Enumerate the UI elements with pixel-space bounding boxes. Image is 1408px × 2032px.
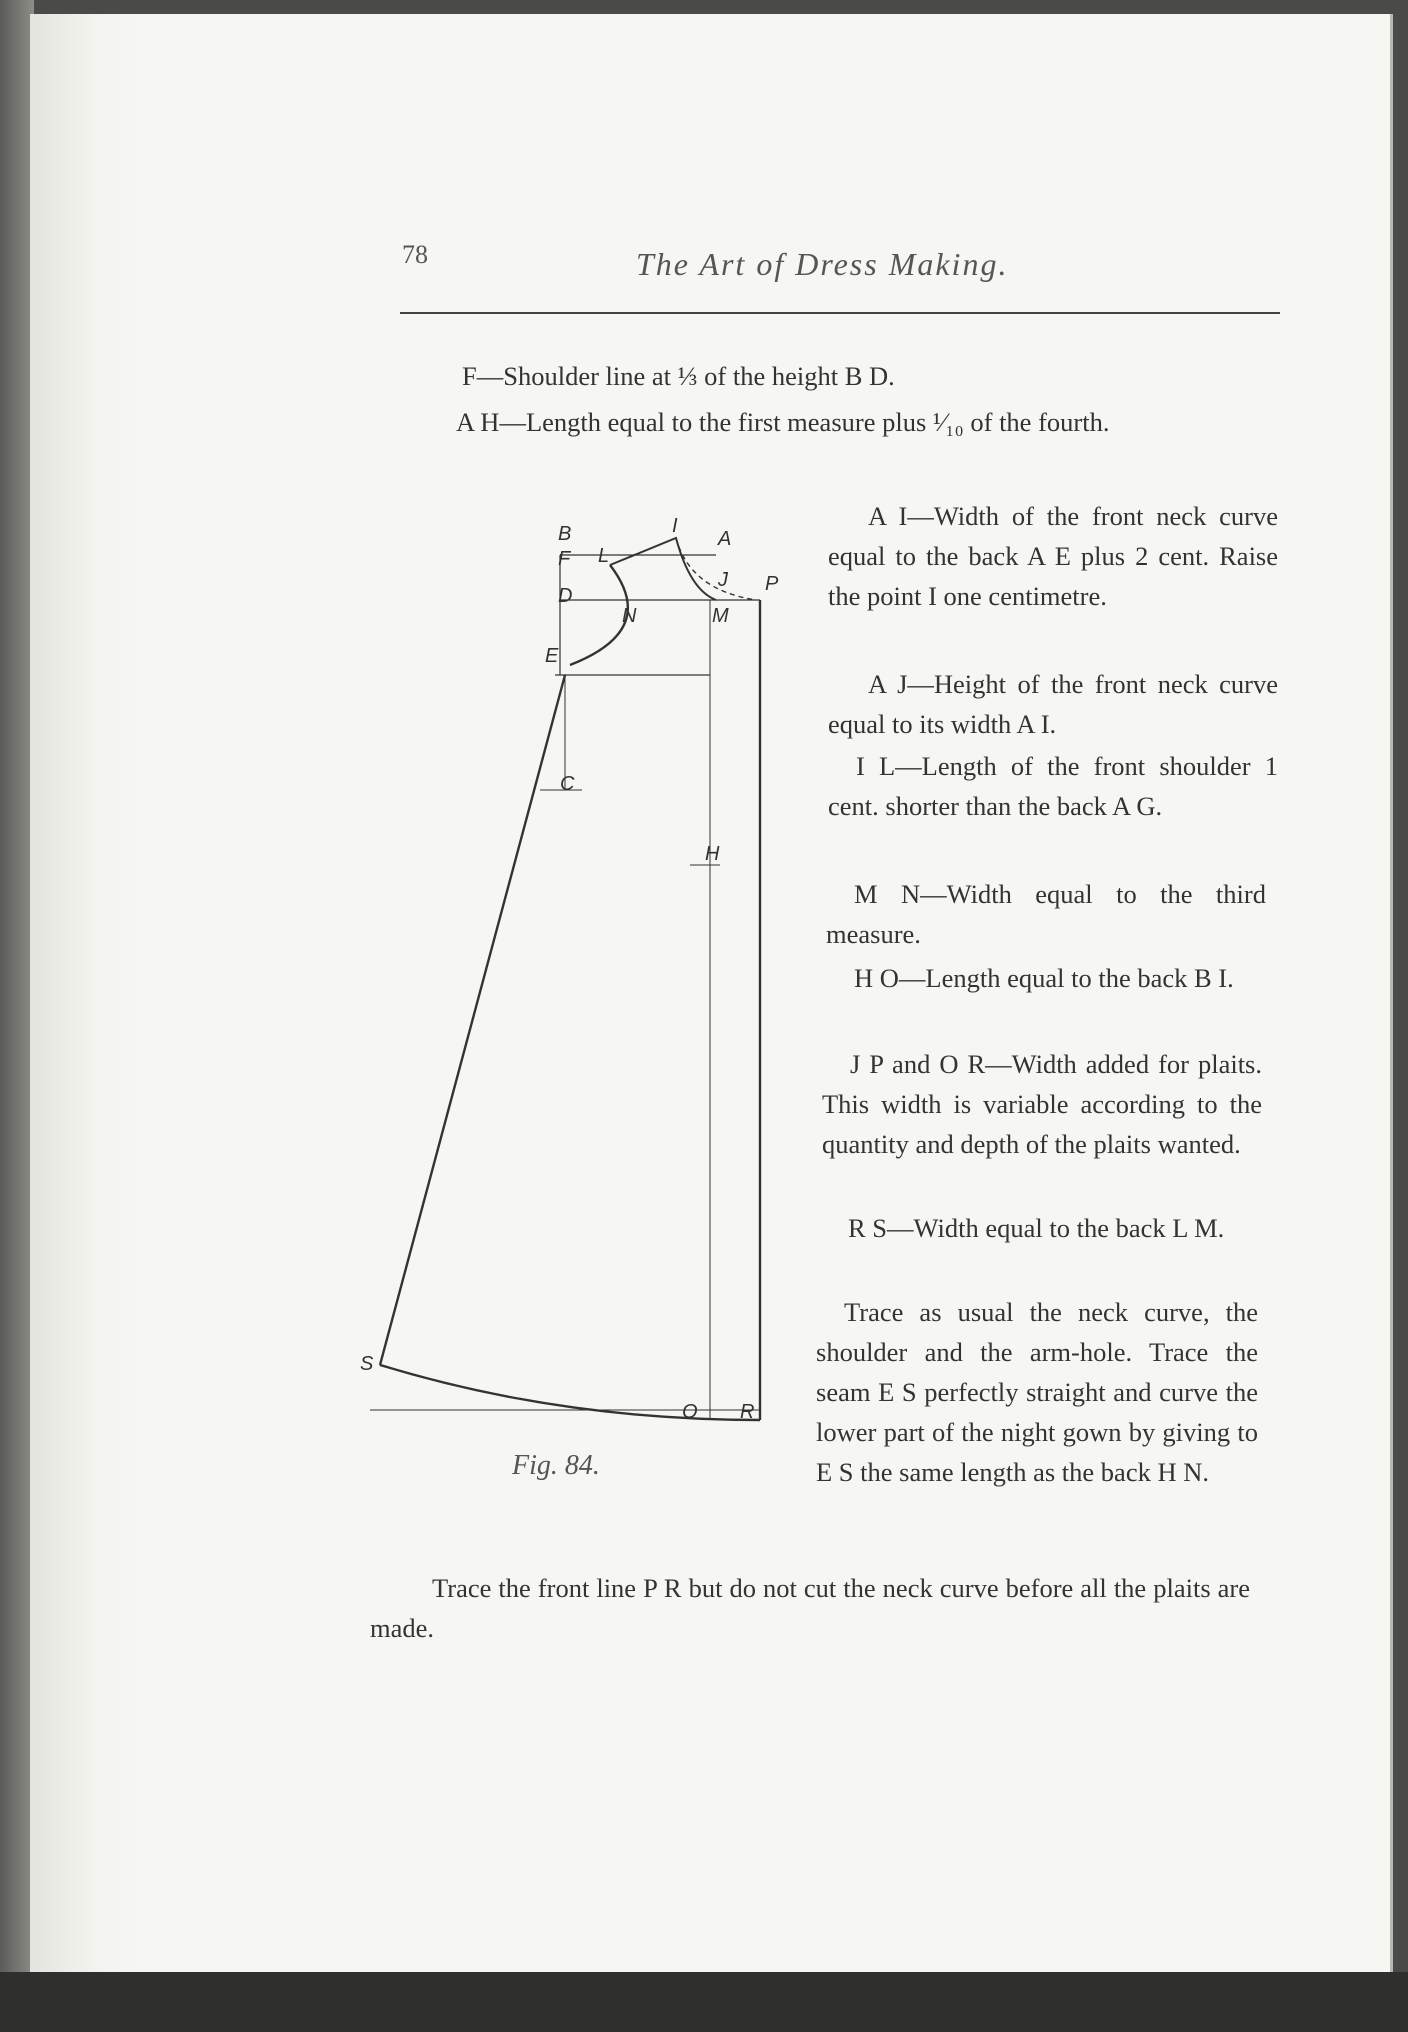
label-R: R <box>740 1401 755 1423</box>
paragraph-f: F—Shoulder line at ⅓ of the height B D. <box>462 361 895 391</box>
paragraph-ah: A H—Length equal to the first measure plus ¹⁄₁₀ of the fourth. <box>456 407 1110 437</box>
label-L: L <box>598 545 610 567</box>
label-I: I <box>672 515 678 537</box>
paragraph-mn: M N—Width equal to the third measure. <box>826 879 1266 949</box>
label-M: M <box>712 605 729 627</box>
label-O: O <box>682 1401 698 1423</box>
paragraph-trace-2: Trace the front line P R but do not cut the neck curve before all the plaits are made. <box>370 1573 1250 1643</box>
header-rule <box>400 312 1280 314</box>
label-N: N <box>622 605 637 627</box>
label-E: E <box>545 645 559 667</box>
label-P: P <box>765 573 779 595</box>
paragraph-trace-1-text: Trace as usual the neck curve, the shoulder and the arm-hole. Trace the seam E S perfectly straight and curve the lower part of the night gown by giving to E S the same length as the back H N. <box>816 1297 1258 1487</box>
paragraph-ho: H O—Length equal to the back B I. <box>854 963 1234 993</box>
running-title: The Art of Dress Making. <box>636 246 1009 282</box>
label-J: J <box>718 569 728 591</box>
label-C: C <box>560 773 575 795</box>
paragraph-ai: A I—Width of the front neck curve equal to the back A E plus 2 cent. Raise the point I one centimetre. <box>828 501 1278 611</box>
seam-es <box>380 675 565 1365</box>
label-B: B <box>558 523 572 545</box>
paragraph-rs: R S—Width equal to the back L M. <box>848 1213 1225 1243</box>
armhole-curve <box>570 565 628 665</box>
figure-caption: Fig. 84. <box>512 1450 600 1481</box>
book-edge-shadow <box>0 0 34 1990</box>
hem-curve <box>380 1365 760 1420</box>
label-H: H <box>705 843 720 865</box>
paragraph-il: I L—Length of the front shoulder 1 cent. shorter than the back A G. <box>828 751 1278 821</box>
scanner-bed <box>0 1972 1408 2032</box>
label-F: F <box>558 548 571 570</box>
paragraph-aj: A J—Height of the front neck curve equal to its width A I. <box>828 669 1278 739</box>
label-D: D <box>558 585 573 607</box>
pattern-diagram <box>360 510 780 1460</box>
paragraph-trace-1 <box>816 1292 1258 1532</box>
page-number: 78 <box>402 240 428 269</box>
page-gutter <box>30 14 140 1974</box>
label-S: S <box>360 1353 374 1375</box>
paragraph-jp: J P and O R—Width added for plaits. This width is variable according to the quantity and depth of the plaits wanted. <box>822 1049 1262 1159</box>
label-A: A <box>718 528 732 550</box>
